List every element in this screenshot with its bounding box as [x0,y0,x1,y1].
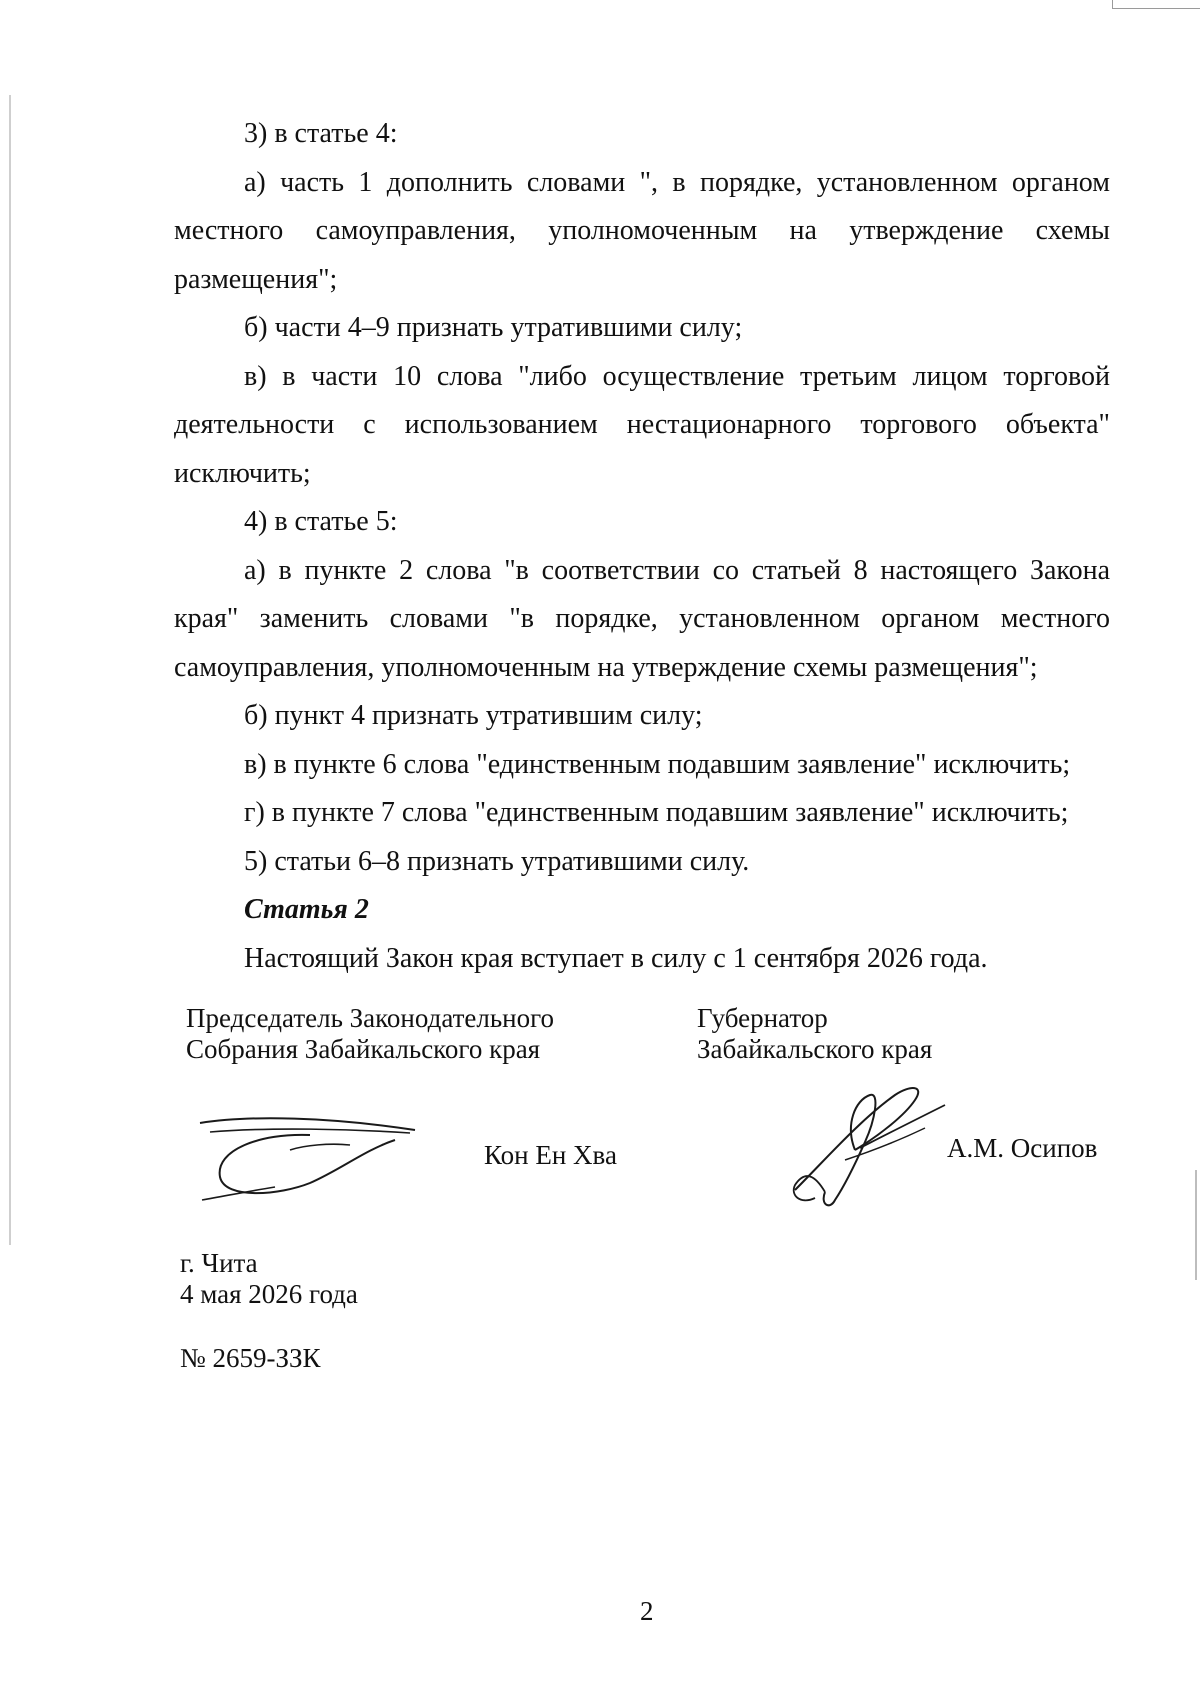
item-3a: а) часть 1 дополнить словами ", в порядке, установленном органом местного самоуправления, уполномоченным на утверждение схемы размещения"; [174,166,1110,295]
page-number: 2 [640,1596,654,1626]
item-4a: а) в пункте 2 слова "в соответствии со статьей 8 настоящего Закона края" заменить словами "в порядке, установленном органом местного самоуправления, уполномоченным на утверждение схемы размещения"; [174,554,1110,683]
chairman-title-line2: Собрания Забайкальского края [186,1034,541,1064]
scan-edge-right [1195,1170,1197,1280]
item-3b: б) части 4–9 признать утратившими силу; [244,312,743,343]
scan-edge-left [9,95,11,1245]
date: 4 мая 2026 года [180,1279,358,1309]
scan-corner-mark [1112,0,1200,9]
governor-title [697,1003,932,1065]
chairman-signature [190,1105,430,1210]
item-5: 5) статьи 6–8 признать утратившими силу. [244,845,750,877]
item-4g: г) в пункте 7 слова "единственным подавшим заявление" исключить; [244,797,1069,828]
chairman-title-line1: Председатель Законодательного [186,1003,555,1033]
item-4b: б) пункт 4 признать утратившим силу; [244,700,703,731]
law-text-body [174,110,1110,983]
governor-name: А.М. Осипов [947,1133,1098,1163]
item-4-article-5: 4) в статье 5: [244,506,398,537]
chairman-name: Кон Ен Хва [484,1140,617,1170]
governor-title-line1: Губернатор [697,1003,828,1033]
article-2-text: Настоящий Закон края вступает в силу с 1 сентября 2026 года. [244,942,988,974]
item-3v: в) в части 10 слова "либо осуществление третьим лицом торговой деятельности с использованием нестационарного торгового объекта" исключить; [174,360,1110,489]
item-4v: в) в пункте 6 слова "единственным подавшим заявление" исключить; [244,748,1071,780]
city: г. Чита [180,1248,258,1278]
law-number: № 2659-ЗЗК [180,1343,321,1373]
item-3-article-4: 3) в статье 4: [244,118,398,149]
article-2-heading: Статья 2 [244,894,369,925]
governor-signature [785,1080,955,1215]
chairman-title [186,1003,554,1065]
governor-title-line2: Забайкальского края [697,1034,933,1064]
